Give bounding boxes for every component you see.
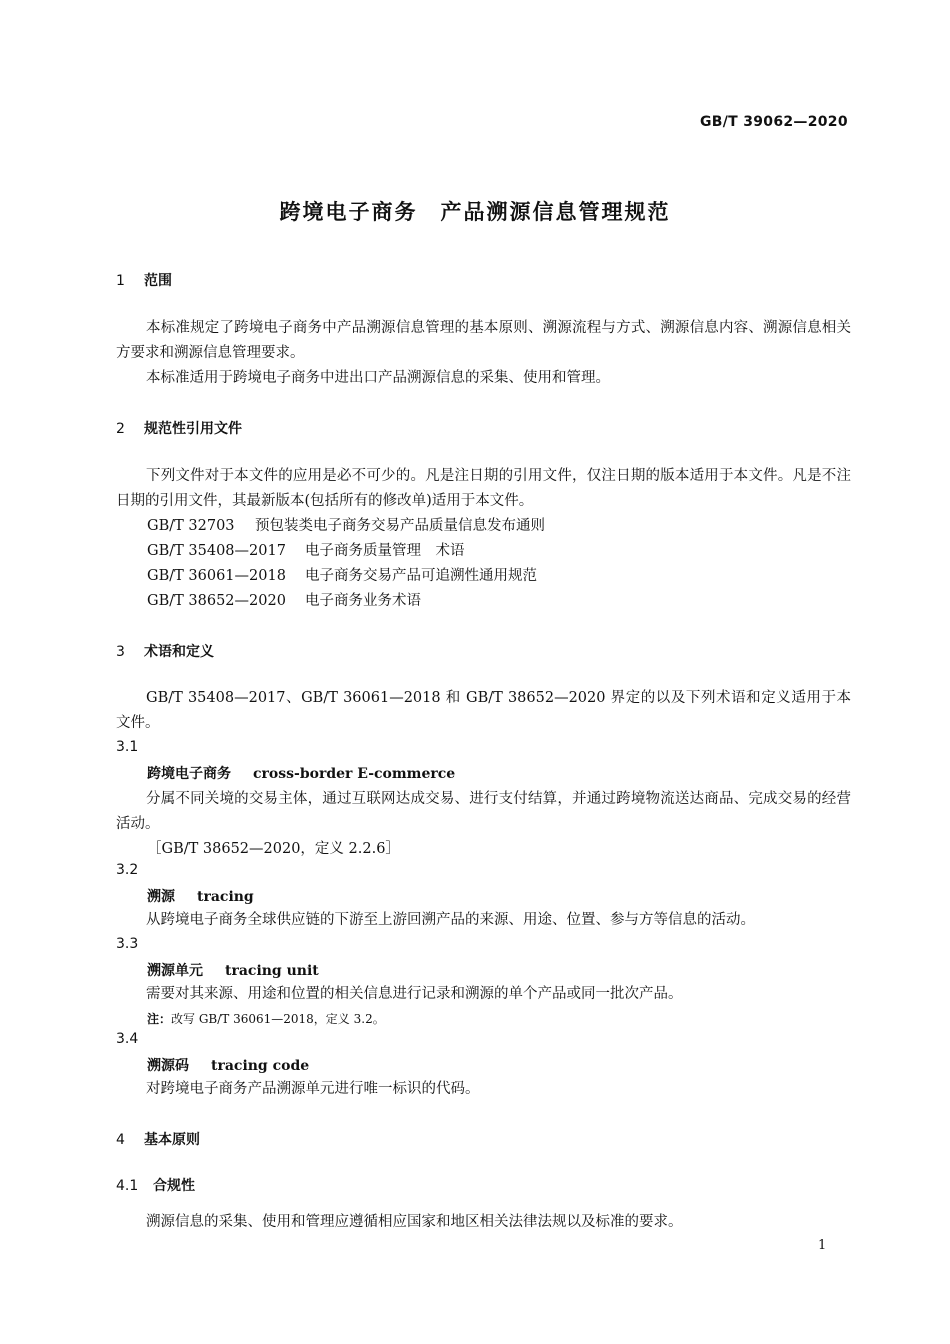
paragraph: 溯源信息的采集、使用和管理应遵循相应国家和地区相关法律法规以及标准的要求。 [146,1214,683,1230]
subsection-title: 合规性 [153,1178,195,1194]
term-note [147,1010,385,1027]
section-number: 2 [116,421,125,437]
note-label: 注： [147,1012,172,1026]
term-definition: 分属不同关境的交易主体，通过互联网达成交易、进行支付结算，并通过跨境物流送达商品、完成交易的经营活动。 [116,791,851,832]
term-entry [147,1055,309,1075]
clause-number: 3.4 [116,1031,139,1047]
term-en: cross-border E-commerce [253,766,456,782]
term-entry [147,886,254,906]
section-number: 1 [116,273,125,289]
note-text: 改写 GB/T 36061—2018，定义 3.2。 [171,1012,385,1026]
section-title: 范围 [144,273,172,289]
term-entry [147,763,455,783]
term-zh: 溯源码 [147,1058,189,1074]
reference-title: 电子商务业务术语 [305,593,421,609]
term-definition: 需要对其来源、用途和位置的相关信息进行记录和溯源的单个产品或同一批次产品。 [146,986,683,1002]
page-number: 1 [818,1238,827,1253]
reference-code: GB/T 38652—2020 [147,593,286,609]
reference-title: 电子商务质量管理 术语 [305,543,465,559]
reference-item [147,514,545,535]
clause-number: 3.2 [116,862,139,878]
term-en: tracing [197,889,254,905]
clause-number: 3.3 [116,936,139,952]
term-zh: 溯源 [147,889,175,905]
paragraph: GB/T 35408—2017、GB/T 36061—2018 和 GB/T 38652—2020 界定的以及下列术语和定义适用于本文件。 [116,690,851,731]
term-en: tracing code [211,1058,310,1074]
term-en: tracing unit [225,963,319,979]
reference-title: 电子商务交易产品可追溯性通用规范 [305,568,537,584]
section-number: 3 [116,644,125,660]
reference-code: GB/T 32703 [147,518,235,534]
section-4-heading [116,1129,200,1149]
section-1-heading [116,270,172,290]
document-title: 跨境电子商务 产品溯源信息管理规范 [279,200,671,224]
section-number: 4 [116,1132,125,1148]
subsection-number: 4.1 [116,1178,139,1194]
section-title: 规范性引用文件 [144,421,242,437]
term-zh: 跨境电子商务 [147,766,231,782]
reference-title: 预包装类电子商务交易产品质量信息发布通则 [255,518,545,534]
reference-item [147,589,421,610]
section-title: 术语和定义 [144,644,214,660]
section-2-heading [116,418,242,438]
term-definition: 从跨境电子商务全球供应链的下游至上游回溯产品的来源、用途、位置、参与方等信息的活动。 [146,912,755,928]
section-title: 基本原则 [144,1132,200,1148]
term-entry [147,960,319,980]
term-zh: 溯源单元 [147,963,203,979]
section-3-heading [116,641,214,661]
paragraph: 本标准适用于跨境电子商务中进出口产品溯源信息的采集、使用和管理。 [146,370,610,386]
paragraph: 下列文件对于本文件的应用是必不可少的。凡是注日期的引用文件，仅注日期的版本适用于本文件。凡是不注日期的引用文件，其最新版本(包括所有的修改单)适用于本文件。 [116,468,851,509]
reference-item [147,564,537,585]
reference-code: GB/T 35408—2017 [147,543,286,559]
paragraph: 本标准规定了跨境电子商务中产品溯源信息管理的基本原则、溯源流程与方式、溯源信息内容、溯源信息相关方要求和溯源信息管理要求。 [116,320,851,361]
reference-item [147,539,465,560]
term-definition: 对跨境电子商务产品溯源单元进行唯一标识的代码。 [146,1081,480,1097]
standard-number: GB/T 39062—2020 [700,114,848,130]
subsection-4-1-heading [116,1175,195,1195]
clause-number: 3.1 [116,739,139,755]
term-source: ［GB/T 38652—2020，定义 2.2.6］ [147,841,400,857]
reference-code: GB/T 36061—2018 [147,568,286,584]
